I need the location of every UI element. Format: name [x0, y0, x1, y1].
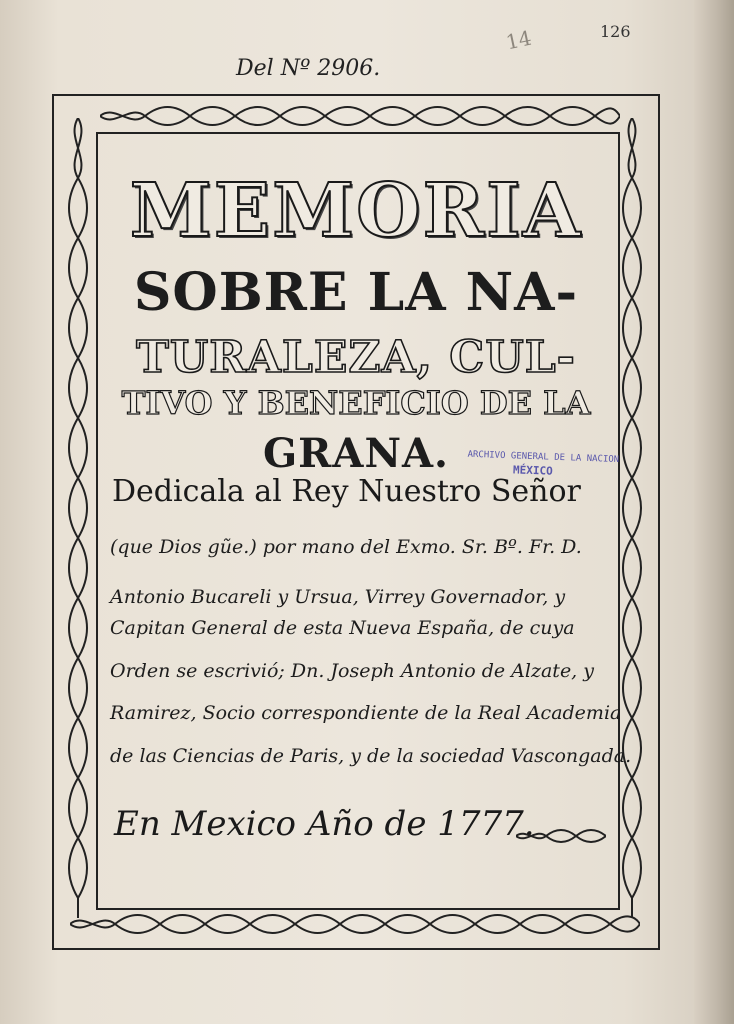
left-ornament [66, 118, 90, 918]
page-stack-edge [694, 0, 734, 1024]
closing-flourish [516, 826, 606, 850]
title-line-3: TURALEZA, CUL- [136, 332, 576, 383]
bottom-ornament [70, 912, 640, 936]
title-memoria: MEMORIA [129, 168, 583, 254]
closing-date-line: En Mexico Año de 1777. [114, 804, 535, 844]
title-grana: GRANA. [263, 430, 449, 477]
title-line-4: TIVO Y BENEFICIO DE LA [121, 384, 591, 422]
folio-number: 126 [600, 22, 631, 41]
body-line-4: Orden se escrivió; Dn. Joseph Antonio de Alzate, y [110, 660, 594, 682]
body-line-5: Ramirez, Socio correspondiente de la Real Academia [110, 702, 622, 724]
top-ornament [100, 104, 620, 128]
stamp-line-1: ARCHIVO GENERAL DE LA NACION [467, 449, 620, 466]
pencil-mark: 14 [503, 25, 534, 55]
body-line-6: de las Ciencias de Paris, y de la sociedad Vascongada. [110, 745, 632, 767]
reference-number: Del Nº 2906. [236, 56, 381, 81]
stamp-line-2: MÉXICO [512, 463, 553, 478]
body-line-2: Antonio Bucareli y Ursua, Virrey Governador, y [110, 586, 566, 608]
body-line-3: Capitan General de esta Nueva España, de cuya [110, 617, 575, 639]
right-ornament [620, 118, 644, 918]
title-line-2: SOBRE LA NA- [133, 262, 579, 323]
body-line-1: (que Dios gũe.) por mano del Exmo. Sr. Bº. Fr. D. [110, 536, 582, 558]
dedication-line: Dedicala al Rey Nuestro Señor [112, 474, 581, 509]
